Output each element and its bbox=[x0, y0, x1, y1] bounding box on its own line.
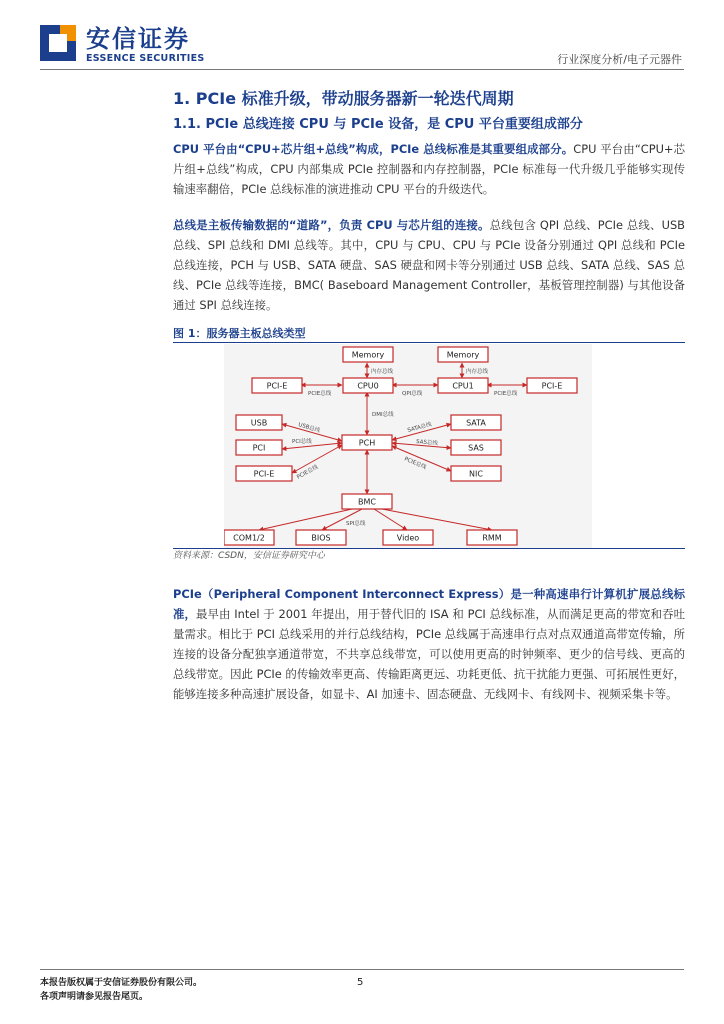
brand-name-cn: 安信证券 bbox=[86, 25, 190, 53]
node-memory-1: Memory bbox=[446, 350, 480, 360]
node-bios: BIOS bbox=[311, 533, 331, 543]
node-usb: USB bbox=[250, 418, 268, 428]
label-dmi-bus: DMI总线 bbox=[372, 412, 394, 418]
label-pcie-bus-left: PCIE总线 bbox=[308, 391, 332, 397]
logo-icon bbox=[40, 25, 76, 61]
label-pci-bus: PCI总线 bbox=[292, 439, 312, 445]
figure-top-rule bbox=[173, 342, 685, 343]
label-pcie-bus-nic: PCIE总线 bbox=[403, 456, 427, 471]
paragraph-body: 总线包含 QPI 总线、PCIe 总线、USB 总线、SPI 总线和 DMI 总线等。其中，CPU 与 CPU、CPU 与 PCIe 设备分别通过 QPI 总线和 PCIe 总线连接，PCH 与 USB、SATA 硬盘、SAS 硬盘和网卡等分别通过 USB 总线、SATA 总线、SAS 总线、PCIe 总线等连接，BMC( Baseboard Management Controller，基板管理控制器) 与其他设备通过 SPI 总线连接。 bbox=[173, 218, 685, 312]
label-usb-bus: USB总线 bbox=[297, 422, 321, 435]
node-nic: NIC bbox=[469, 469, 483, 479]
page-number: 5 bbox=[357, 977, 364, 988]
node-sata: SATA bbox=[466, 418, 486, 428]
report-category: 行业深度分析/电子元器件 bbox=[557, 53, 682, 66]
paragraph-lead: 总线是主板传输数据的“道路”，负责 CPU 与芯片组的连接。 bbox=[173, 218, 490, 232]
figure-source: 资料来源：CSDN，安信证券研究中心 bbox=[173, 551, 325, 561]
paragraph-body: CPU 平台由“CPU+芯片组+总线”构成，CPU 内部集成 PCIe 控制器和内存控制器，PCIe 标准每一代升级几乎能够实现传输速率翻倍，PCIe 总线标准的演进推动 CPU 平台的升级迭代。 bbox=[173, 142, 685, 196]
node-pci: PCI bbox=[252, 443, 266, 453]
paragraph-body: 最早由 Intel 于 2001 年提出，用于替代旧的 ISA 和 PCI 总线标准，从而满足更高的带宽和吞吐量需求。相比于 PCI 总线采用的并行总线结构，PCIe 总线属于高速串行点对点双通道高带宽传输，所连接的设备分配独享通道带宽，不共享总线带宽，可以使用更高的时钟频率、更少的信号线、更高的总线带宽。因此 PCIe 的传输效率更高、传输距离更远、功耗更低、抗干扰能力更强、可拓展性更好，能够连接多种高速扩展设备，如显卡、AI 加速卡、固态硬盘、无线网卡、有线网卡、视频采集卡等。 bbox=[173, 607, 685, 701]
paragraph-cpu-platform bbox=[173, 139, 685, 199]
node-sas: SAS bbox=[468, 443, 484, 453]
copyright-notice: 本报告版权属于安信证券股份有限公司。 bbox=[40, 978, 203, 988]
node-pcie-right: PCI-E bbox=[541, 381, 563, 391]
label-pcie-bus-right: PCIE总线 bbox=[494, 391, 518, 397]
label-mem-bus-left: 内存总线 bbox=[371, 369, 394, 375]
node-cpu0: CPU0 bbox=[357, 381, 379, 391]
subsection-heading: 1.1. PCIe 总线连接 CPU 与 PCIe 设备，是 CPU 平台重要组成部分 bbox=[173, 117, 583, 132]
node-cpu1: CPU1 bbox=[452, 381, 474, 391]
paragraph-bus bbox=[173, 215, 685, 315]
label-qpi-bus: QPI总线 bbox=[402, 391, 423, 397]
brand-name-en: ESSENCE SECURITIES bbox=[86, 53, 205, 64]
label-spi-bus: SPI总线 bbox=[346, 521, 366, 527]
node-memory-0: Memory bbox=[351, 350, 385, 360]
label-pcie-bus-pch: PCIE总线 bbox=[296, 464, 320, 481]
figure-title: 图 1：服务器主板总线类型 bbox=[173, 327, 306, 340]
node-com: COM1/2 bbox=[233, 533, 265, 543]
node-pcie-left: PCI-E bbox=[266, 381, 288, 391]
label-sata-bus: SATA总线 bbox=[406, 421, 433, 434]
header-divider bbox=[40, 69, 684, 70]
paragraph-lead: CPU 平台由“CPU+芯片组+总线”构成，PCIe 总线标准是其重要组成部分。 bbox=[173, 142, 574, 156]
paragraph-pcie bbox=[173, 584, 685, 704]
paragraph-lead: PCIe（Peripheral Component Interconnect Express）是一种高速串行计算机扩展总线标准， bbox=[173, 587, 685, 621]
node-bmc: BMC bbox=[358, 497, 376, 507]
node-rmm: RMM bbox=[482, 533, 502, 543]
node-pch: PCH bbox=[358, 438, 376, 448]
node-video: Video bbox=[396, 533, 420, 543]
figure-bottom-rule bbox=[173, 548, 685, 549]
node-pcie-pch: PCI-E bbox=[253, 469, 275, 479]
disclaimer-notice: 各项声明请参见报告尾页。 bbox=[40, 992, 149, 1002]
footer-divider bbox=[40, 969, 684, 970]
label-sas-bus: SAS总线 bbox=[415, 439, 439, 447]
label-mem-bus-right: 内存总线 bbox=[466, 369, 489, 375]
section-heading: 1. PCIe 标准升级，带动服务器新一轮迭代周期 bbox=[173, 89, 514, 108]
bus-diagram bbox=[224, 344, 592, 548]
